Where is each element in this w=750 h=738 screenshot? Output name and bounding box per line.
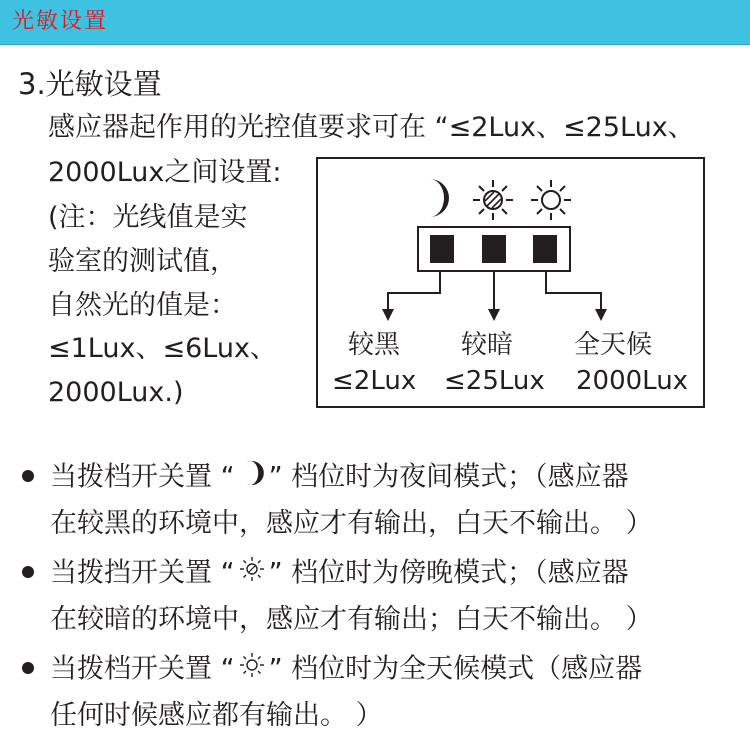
note-line: 2000Lux.): [48, 377, 184, 408]
moon-icon: [235, 458, 269, 498]
bullet-line: [50, 458, 629, 498]
bullet-text: 当拨档开关置 “: [50, 653, 235, 685]
bullet-dot: [22, 470, 34, 482]
mode-name-dim: 较暗: [461, 330, 514, 360]
bullet-text: ” 档位时为傍晚模式；（感应器: [268, 557, 629, 589]
intro-line: 感应器起作用的光控值要求可在 “≤2Lux、≤25Lux、: [48, 112, 695, 143]
sun-icon: [531, 180, 571, 220]
bullet-text: 当拨挡开关置 “: [50, 557, 235, 589]
bullet-line: 在较暗的环境中，感应才有输出；白天不输出。 ）: [50, 604, 653, 635]
note-line: 验室的测试值，: [48, 246, 237, 277]
note-line: (注：光线值是实: [48, 202, 248, 233]
bullet-line: [50, 554, 629, 594]
moon-icon: [430, 179, 449, 217]
section-title: 3.光敏设置: [18, 67, 162, 101]
mode-lux-all: 2000Lux: [576, 366, 689, 396]
bullet-text: ” 档位时为夜间模式；（感应器: [268, 461, 629, 493]
header-bar: [0, 0, 750, 45]
intro-line: 2000Lux之间设置:: [48, 157, 282, 188]
sun-icon: [235, 650, 269, 690]
header-title: 光敏设置: [12, 9, 109, 34]
switch-key-all: [533, 235, 557, 263]
bullet-line: 在较黑的环境中，感应才有输出，白天不输出。 ）: [50, 508, 653, 539]
switch-key-dim: [482, 235, 506, 263]
bullet-text: ” 档位时为全天候模式（感应器: [268, 653, 643, 685]
bullet-dot: [22, 662, 34, 674]
note-line: ≤1Lux、≤6Lux、: [48, 333, 277, 364]
mode-lux-dim: ≤25Lux: [444, 366, 545, 396]
mode-name-all: 全天候: [574, 330, 653, 360]
bullet-dot: [22, 566, 34, 578]
note-line: 自然光的值是：: [48, 290, 237, 321]
bullet-text: 当拨档开关置 “: [50, 461, 235, 493]
mode-lux-dark: ≤2Lux: [332, 366, 417, 396]
dim-sun-icon: [235, 554, 269, 594]
dim-sun-icon: [473, 180, 513, 220]
switch-key-dark: [430, 235, 454, 263]
mode-name-dark: 较黑: [348, 330, 401, 360]
switch-diagram: [316, 157, 705, 408]
bullet-line: [50, 650, 642, 690]
bullet-line: 任何时候感应都有输出。 ）: [50, 700, 383, 731]
